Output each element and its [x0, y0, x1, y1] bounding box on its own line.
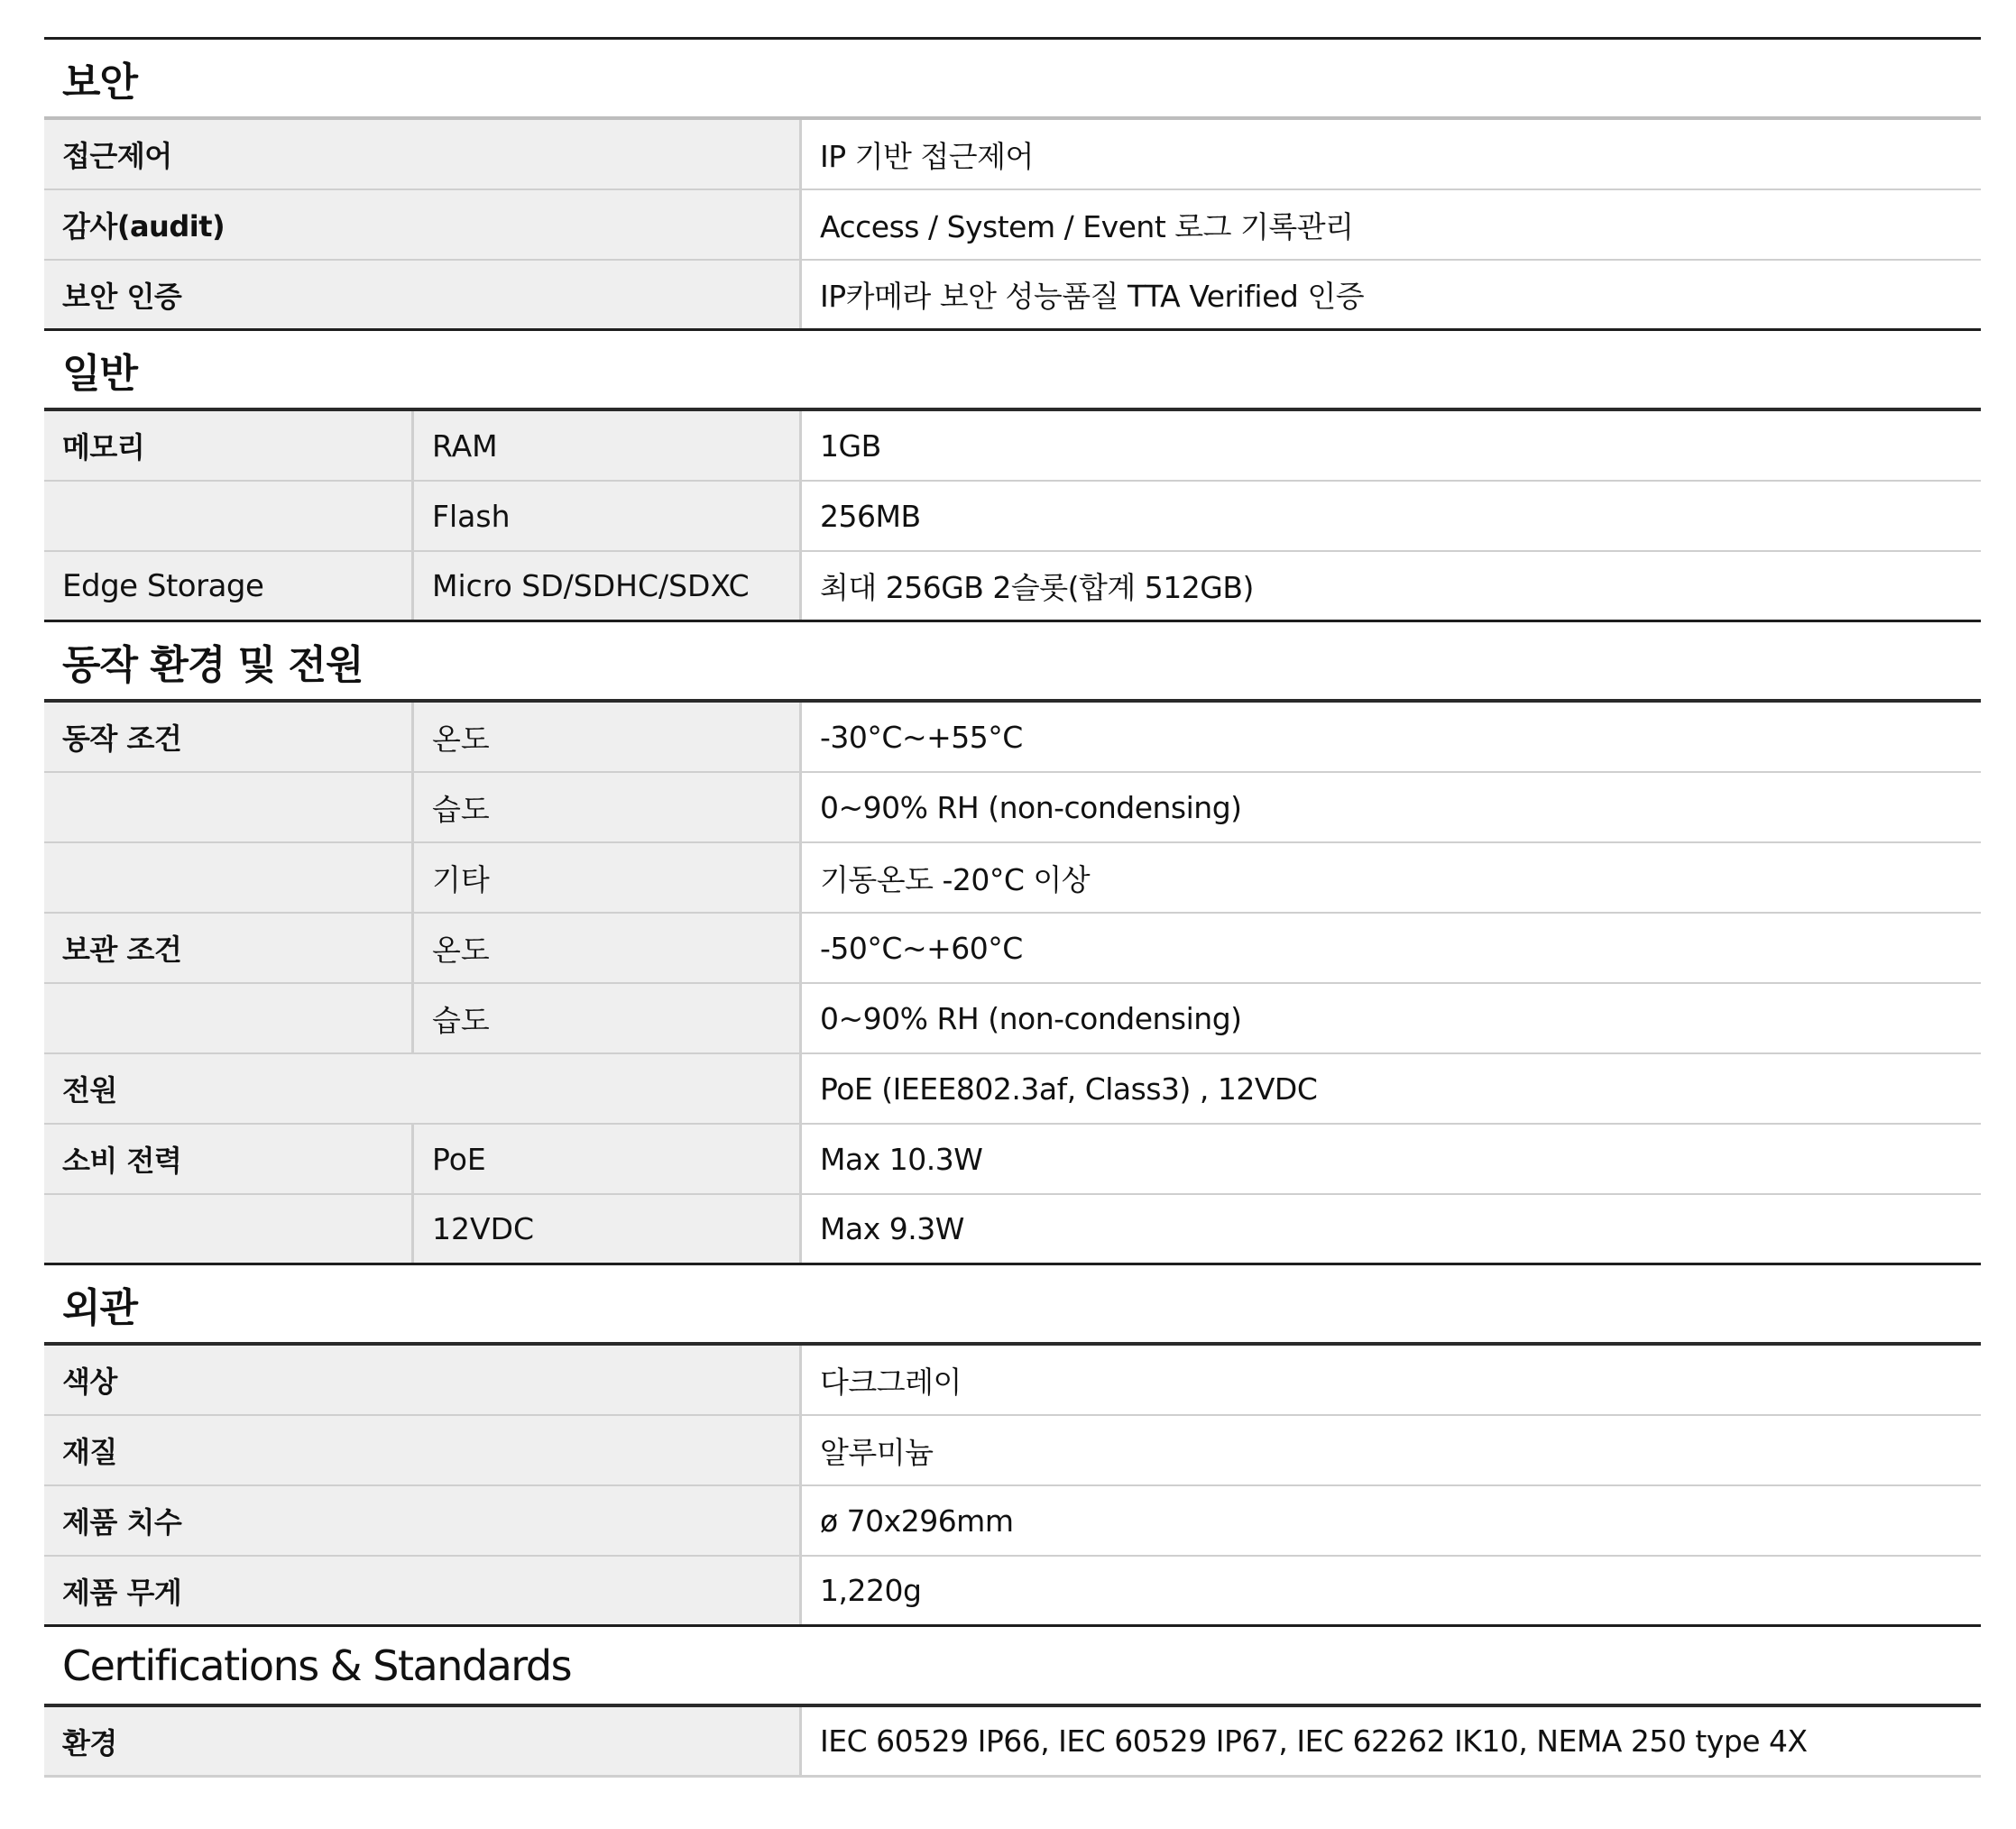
section-certifications	[44, 1627, 1981, 1778]
spec-value: 0~90% RH (non-condensing)	[820, 1000, 1242, 1036]
section-security	[44, 40, 1981, 331]
spec-row	[44, 984, 1981, 1054]
spec-label: 동작 조건	[62, 721, 182, 756]
section-title: 동작 환경 및 전원	[44, 622, 1981, 703]
spec-value: IEC 60529 IP66, IEC 60529 IP67, IEC 62262 IK10, NEMA 250 type 4X	[820, 1723, 1808, 1759]
spec-row	[44, 914, 1981, 984]
spec-value: -50°C~+60°C	[820, 930, 1023, 966]
spec-label: 소비 전력	[62, 1144, 182, 1178]
spec-sheet	[44, 37, 1981, 1778]
spec-value: Max 9.3W	[820, 1211, 964, 1246]
spec-row	[44, 1557, 1981, 1627]
spec-value: 256MB	[820, 498, 921, 534]
spec-sublabel: 습도	[414, 984, 802, 1052]
spec-sublabel: 온도	[414, 914, 802, 982]
spec-row	[44, 1346, 1981, 1416]
spec-sublabel: Flash	[414, 482, 802, 550]
spec-value: PoE (IEEE802.3af, Class3) , 12VDC	[820, 1071, 1318, 1107]
spec-sublabel: 온도	[414, 703, 802, 771]
spec-label: 감사(audit)	[62, 209, 226, 244]
spec-row	[44, 552, 1981, 622]
spec-row	[44, 773, 1981, 843]
spec-sublabel: Micro SD/SDHC/SDXC	[414, 552, 802, 620]
spec-row	[44, 703, 1981, 773]
spec-label: 보안 인증	[62, 280, 182, 314]
spec-row	[44, 1195, 1981, 1265]
spec-label: 재질	[62, 1435, 117, 1469]
section-title: 일반	[44, 331, 1981, 411]
spec-value: 1,220g	[820, 1573, 922, 1608]
section-title: 보안	[44, 40, 1981, 120]
spec-row	[44, 1125, 1981, 1195]
section-title: Certifications & Standards	[44, 1627, 1981, 1707]
spec-value: 최대 256GB 2슬롯(합계 512GB)	[820, 570, 1254, 605]
spec-value: IP 기반 접근제어	[820, 138, 1034, 174]
spec-value: 기동온도 -20°C 이상	[820, 861, 1091, 897]
spec-row	[44, 482, 1981, 552]
section-title: 외관	[44, 1265, 1981, 1346]
spec-row	[44, 1054, 1981, 1125]
spec-label: 환경	[62, 1726, 117, 1760]
spec-label: 제품 무게	[62, 1576, 182, 1610]
spec-label: 보관 조건	[62, 933, 182, 967]
section-general	[44, 331, 1981, 622]
spec-label: Edge Storage	[62, 568, 264, 604]
spec-label: 제품 치수	[62, 1505, 182, 1539]
spec-row	[44, 1486, 1981, 1557]
spec-row	[44, 843, 1981, 914]
spec-value: 다크그레이	[820, 1364, 962, 1400]
spec-label: 접근제어	[62, 139, 172, 173]
spec-value: -30°C~+55°C	[820, 719, 1023, 755]
section-appearance	[44, 1265, 1981, 1627]
spec-value: 1GB	[820, 427, 881, 464]
spec-row	[44, 1416, 1981, 1486]
spec-value: 알루미늄	[820, 1434, 934, 1470]
spec-label: 전원	[62, 1073, 117, 1108]
spec-sublabel: 습도	[414, 773, 802, 841]
spec-row	[44, 411, 1981, 482]
spec-value: IP카메라 보안 성능품질 TTA Verified 인증	[820, 279, 1365, 314]
spec-row	[44, 190, 1981, 261]
spec-row	[44, 120, 1981, 190]
spec-label: 메모리	[62, 430, 145, 464]
spec-value: Max 10.3W	[820, 1141, 983, 1177]
spec-value: 0~90% RH (non-condensing)	[820, 789, 1242, 825]
spec-sublabel: RAM	[414, 411, 802, 480]
spec-sublabel: 12VDC	[414, 1195, 802, 1263]
spec-sublabel: PoE	[414, 1125, 802, 1193]
spec-value: ø 70x296mm	[820, 1503, 1014, 1539]
section-environment-power	[44, 622, 1981, 1265]
spec-row	[44, 1707, 1981, 1778]
spec-row	[44, 261, 1981, 331]
spec-value: Access / System / Event 로그 기록관리	[820, 208, 1354, 244]
spec-sublabel: 기타	[414, 843, 802, 912]
spec-label: 색상	[62, 1365, 117, 1399]
